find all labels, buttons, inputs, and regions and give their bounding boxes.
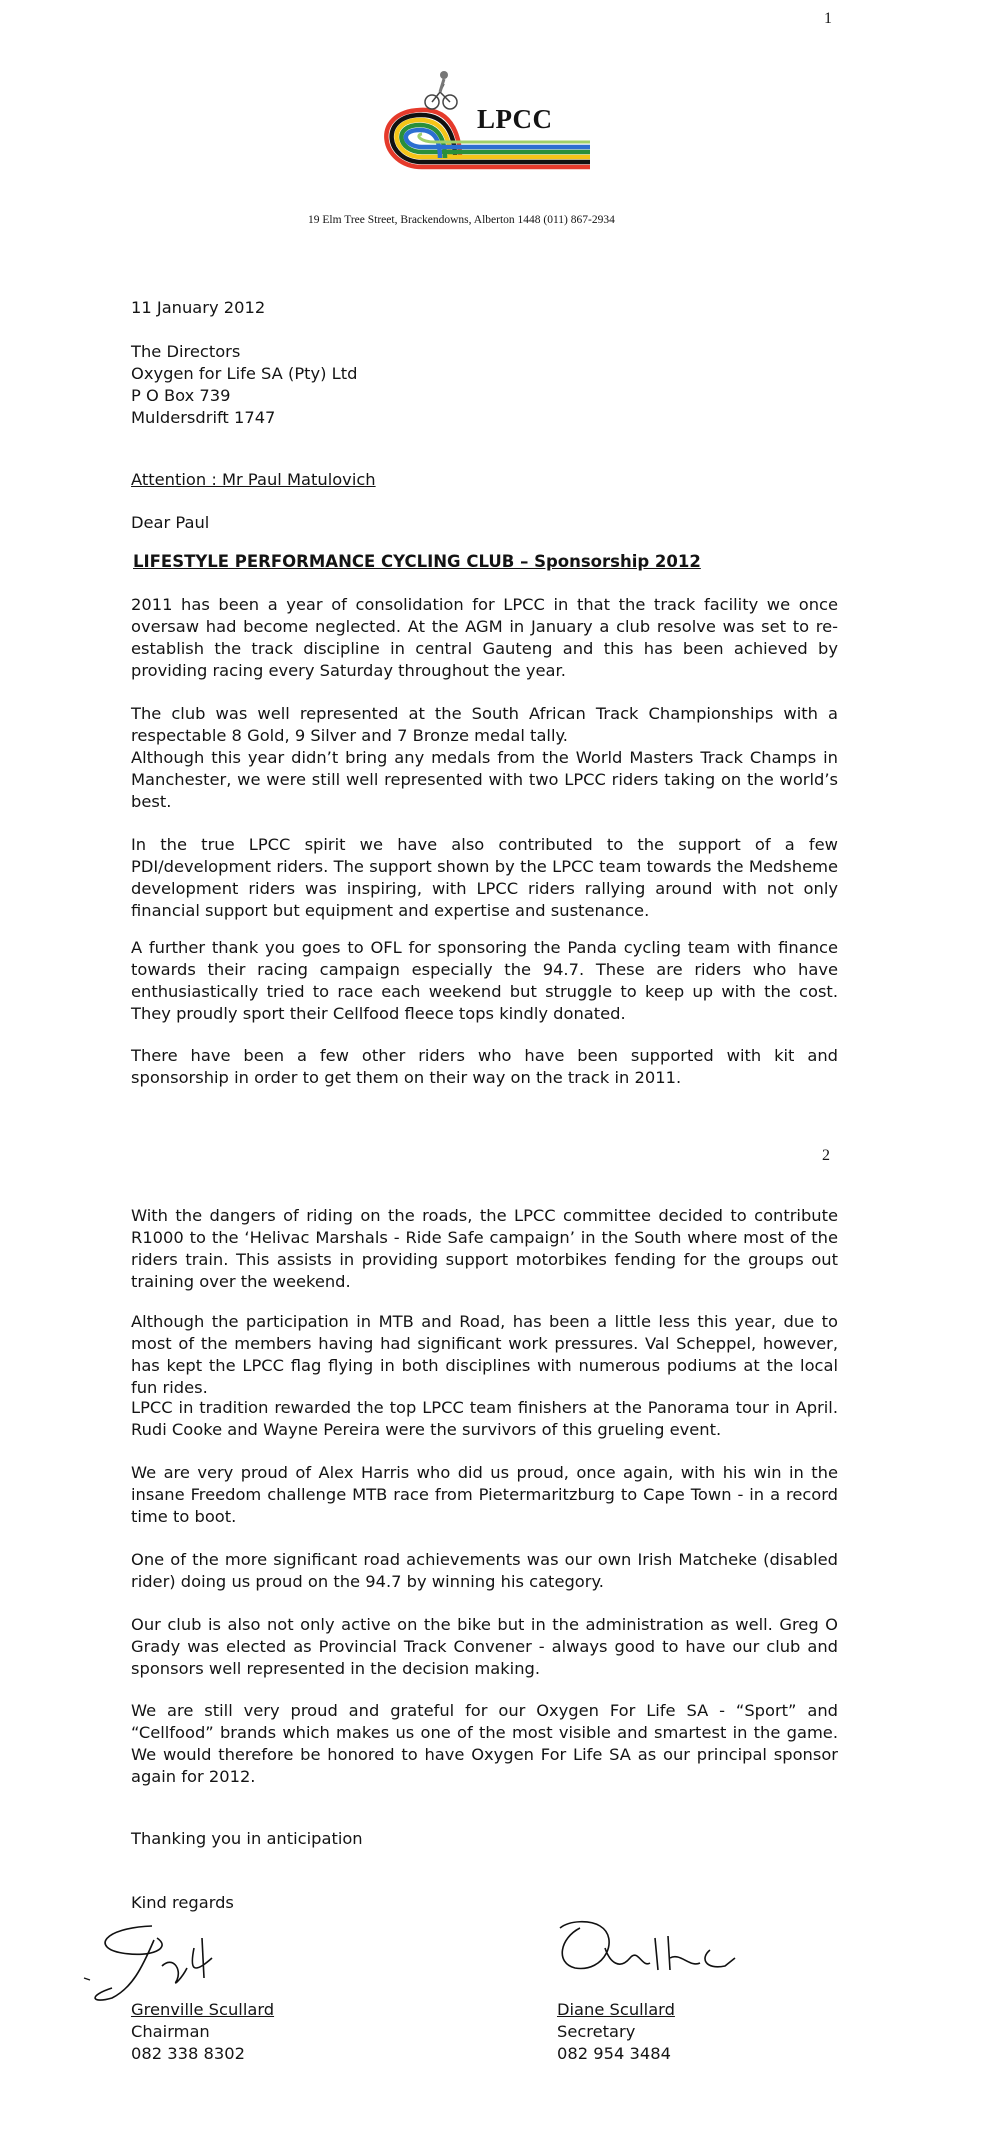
cyclist-icon bbox=[425, 71, 457, 109]
signatory-name: Diane Scullard bbox=[557, 2000, 675, 2019]
page-number: 2 bbox=[822, 1147, 830, 1164]
salutation: Dear Paul bbox=[131, 513, 210, 532]
page-number: 1 bbox=[824, 10, 832, 27]
signatory-name: Grenville Scullard bbox=[131, 2000, 275, 2019]
secretary-signature-icon bbox=[550, 1908, 750, 1988]
paragraph: We are still very proud and grateful for our Oxygen For Life SA - “Sport” and “Cellfood” brands which makes us one of the most visible and smartest in the game. We would therefore be honored to have Oxygen For Life SA as our principal sponsor again for 2012. bbox=[131, 1701, 838, 1786]
paragraph: The club was well represented at the South African Track Championships with a respectable 8 Gold, 9 Silver and 7 Bronze medal tally. bbox=[131, 704, 838, 745]
paragraph: There have been a few other riders who have been supported with kit and sponsorship in order to get them on their way on the track in 2011. bbox=[131, 1046, 838, 1087]
paragraph: 2011 has been a year of consolidation for LPCC in that the track facility we once oversaw had become neglected. At the AGM in January a club resolve was set to re-establish the track discipline in central Gauteng and this has been achieved by providing racing every Saturday throughout the year. bbox=[131, 595, 838, 680]
paragraph: We are very proud of Alex Harris who did us proud, once again, with his win in the insane Freedom challenge MTB race from Pietermaritzburg to Cape Town - in a record time to boot. bbox=[131, 1463, 838, 1526]
letter-subject: LIFESTYLE PERFORMANCE CYCLING CLUB – Sponsorship 2012 bbox=[133, 552, 701, 571]
signatory-phone: 082 954 3484 bbox=[557, 2044, 671, 2063]
kind-regards: Kind regards bbox=[131, 1893, 234, 1912]
paragraph: Although the participation in MTB and Road, has been a little less this year, due to most of the members having had significant work pressures. Val Scheppel, however, has kept the LPCC flag flying in both disciplines with numerous podiums at the local fun rides. bbox=[131, 1312, 838, 1397]
chairman-signature-icon bbox=[82, 1918, 232, 2008]
paragraph: One of the more significant road achievements was our own Irish Matcheke (disabled rider) doing us proud on the 94.7 by winning his category. bbox=[131, 1550, 838, 1591]
recipient-line: Oxygen for Life SA (Pty) Ltd bbox=[131, 364, 358, 383]
paragraph: Although this year didn’t bring any medals from the World Masters Track Champs in Manchester, we were still well represented with two LPCC riders taking on the world’s best. bbox=[131, 748, 838, 811]
letter-date: 11 January 2012 bbox=[131, 298, 266, 317]
brand-name: LPCC bbox=[477, 104, 553, 134]
signatory-phone: 082 338 8302 bbox=[131, 2044, 245, 2063]
recipient-address bbox=[131, 341, 838, 429]
signatory-secretary bbox=[557, 1999, 807, 2065]
signatory-title: Secretary bbox=[557, 2022, 636, 2041]
closing-line: Thanking you in anticipation bbox=[131, 1829, 363, 1848]
letterhead-address: 19 Elm Tree Street, Brackendowns, Alberton 1448 (011) 867-2934 bbox=[308, 214, 615, 226]
paragraph: LPCC in tradition rewarded the top LPCC team finishers at the Panorama tour in April. Rudi Cooke and Wayne Pereira were the survivors of this grueling event. bbox=[131, 1398, 838, 1439]
signatory-chairman bbox=[131, 1999, 381, 2065]
recipient-line: P O Box 739 bbox=[131, 386, 231, 405]
paragraph: In the true LPCC spirit we have also contributed to the support of a few PDI/development riders. The support shown by the LPCC team towards the Medsheme development riders was inspiring, with LPCC riders rallying around with not only financial support but equipment and expertise and sustenance. bbox=[131, 835, 838, 920]
paragraph: Our club is also not only active on the bike but in the administration as well. Greg O Grady was elected as Provincial Track Convener - always good to have our club and sponsors well represented in the decision making. bbox=[131, 1615, 838, 1678]
recipient-line: Muldersdrift 1747 bbox=[131, 408, 276, 427]
attention-line: Attention : Mr Paul Matulovich bbox=[131, 470, 376, 489]
recipient-line: The Directors bbox=[131, 342, 241, 361]
paragraph: With the dangers of riding on the roads, the LPCC committee decided to contribute R1000 to the ‘Helivac Marshals - Ride Safe campaign’ in the South where most of the riders train. This assists in providing support motorbikes fending for the groups out training over the weekend. bbox=[131, 1206, 838, 1291]
paragraph: A further thank you goes to OFL for sponsoring the Panda cycling team with finance towards their racing campaign especially the 94.7. These are riders who have enthusiastically tried to race each weekend but struggle to keep up with the cost. They proudly sport their Cellfood fleece tops kindly donated. bbox=[131, 938, 838, 1023]
signatory-title: Chairman bbox=[131, 2022, 210, 2041]
